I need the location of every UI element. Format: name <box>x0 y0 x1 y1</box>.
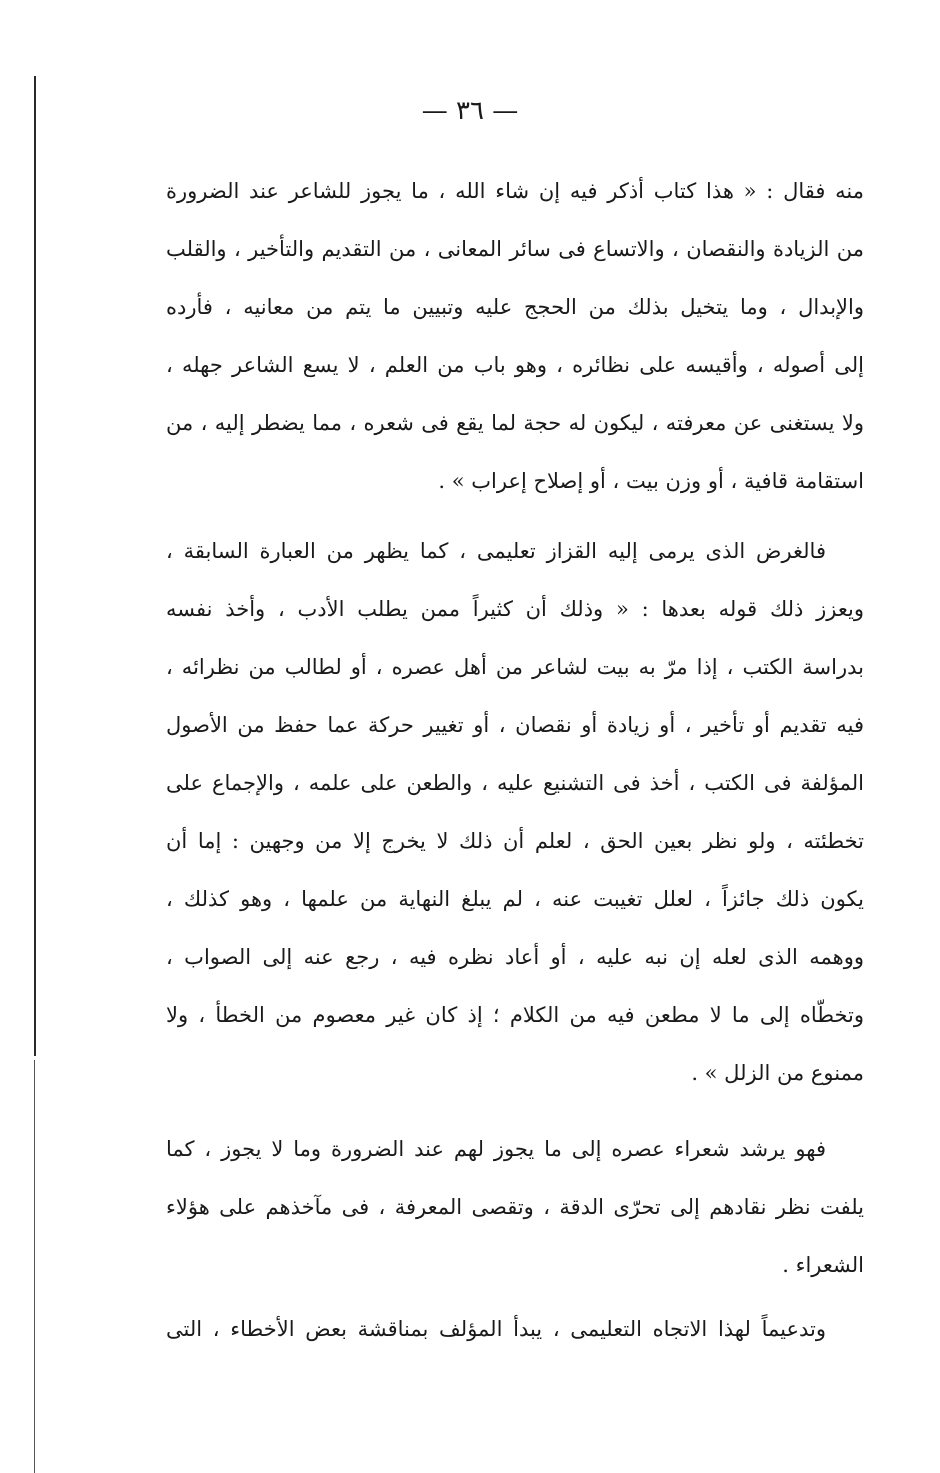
text-line: منه فقال : « هذا كتاب أذكر فيه إن شاء الله ، ما يجوز للشاعر عند الضرورة <box>166 179 864 203</box>
page-number: — ٣٦ — <box>421 96 519 126</box>
text-line: الشعراء . <box>782 1253 864 1277</box>
paragraph-4 <box>166 1300 864 1358</box>
text-line: يكون ذلك جائزاً ، لعلل تغيبت عنه ، لم يبلغ النهاية من علمها ، وهو كذلك ، <box>166 887 864 911</box>
text-line: فيه تقديم أو تأخير ، أو زيادة أو نقصان ، أو تغيير حركة عما حفظ من الأصول <box>166 713 864 737</box>
text-line: استقامة قافية ، أو وزن بيت ، أو إصلاح إعراب » . <box>438 469 864 493</box>
paragraph-3 <box>166 1120 864 1294</box>
text-line: ممنوع من الزلل » . <box>691 1061 864 1085</box>
text-line: فهو يرشد شعراء عصره إلى ما يجوز لهم عند الضرورة وما لا يجوز ، كما <box>166 1137 826 1161</box>
page-binding-edge-lower <box>34 1060 35 1473</box>
text-line: وتدعيماً لهذا الاتجاه التعليمى ، يبدأ المؤلف بمناقشة بعض الأخطاء ، التى <box>166 1317 826 1341</box>
text-line: والإبدال ، وما يتخيل بذلك من الحجج عليه وتبيين ما يتم من معانيه ، فأرده <box>166 295 864 319</box>
text-line: المؤلفة فى الكتب ، أخذ فى التشنيع عليه ، والطعن على علمه ، والإجماع على <box>166 771 864 795</box>
paragraph-1 <box>166 162 864 510</box>
text-line: ويعزز ذلك قوله بعدها : « وذلك أن كثيراً ممن يطلب الأدب ، وأخذ نفسه <box>166 597 864 621</box>
text-line: بدراسة الكتب ، إذا مرّ به بيت لشاعر من أهل عصره ، أو لطالب من نظرائه ، <box>166 655 864 679</box>
text-line: إلى أصوله ، وأقيسه على نظائره ، وهو باب من العلم ، لا يسع الشاعر جهله ، <box>166 353 864 377</box>
page-binding-edge <box>34 76 36 1056</box>
text-line: من الزيادة والنقصان ، والاتساع فى سائر المعانى ، من التقديم والتأخير ، والقلب <box>166 237 864 261</box>
text-line: ووهمه الذى لعله إن نبه عليه ، أو أعاد نظره فيه ، رجع عنه إلى الصواب ، <box>166 945 864 969</box>
text-line: فالغرض الذى يرمى إليه القزاز تعليمى ، كما يظهر من العبارة السابقة ، <box>166 539 826 563</box>
paragraph-2 <box>166 522 864 1102</box>
text-line: تخطئته ، ولو نظر بعين الحق ، لعلم أن ذلك لا يخرج إلا من وجهين : إما أن <box>166 829 864 853</box>
text-line: وتخطّاه إلى ما لا مطعن فيه من الكلام ؛ إذ كان غير معصوم من الخطأ ، ولا <box>166 1003 864 1027</box>
text-line: يلفت نظر نقادهم إلى تحرّى الدقة ، وتقصى المعرفة ، فى مآخذهم على هؤلاء <box>166 1195 864 1219</box>
text-line: ولا يستغنى عن معرفته ، ليكون له حجة لما يقع فى شعره ، مما يضطر إليه ، من <box>166 411 864 435</box>
